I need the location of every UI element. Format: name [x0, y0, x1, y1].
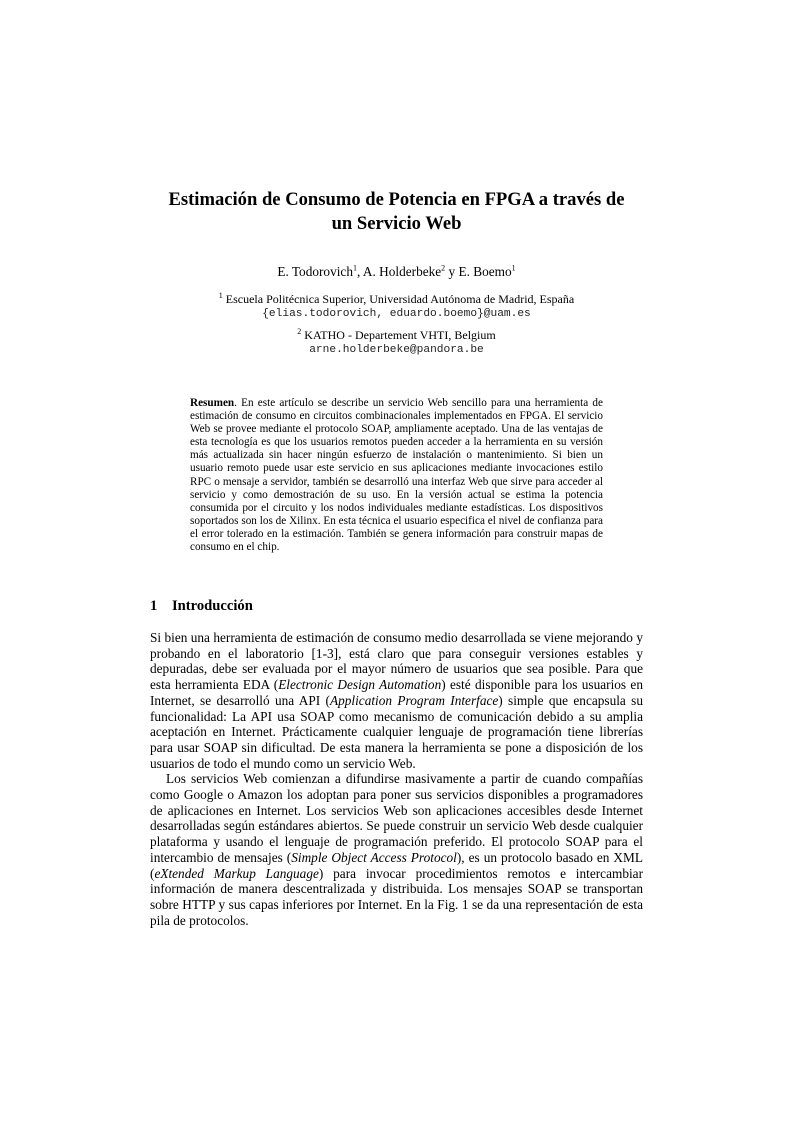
- paragraph-text: ) para invocar procedimientos remotos e intercambiar información de manera descentralizada y distribuida. Los mensajes SOAP se transportan sobre HTTP y sus capas inferiores por Internet. En la Fig. 1 se da una representación de esta pila de protocolos.: [150, 865, 643, 928]
- author-list: [150, 264, 643, 280]
- affiliation-2: [150, 328, 643, 358]
- paper-title: [150, 188, 643, 236]
- paragraph-text: Si bien una herramienta de estimación de consumo medio desarrollada se viene mejorando y probando en el laboratorio [1-3], está claro que para conseguir versiones estables y depuradas, debe ser evaluada por el mayor número de usuarios que sea posible. Para que esta herramienta EDA (: [150, 630, 643, 693]
- section-number: 1: [150, 598, 158, 614]
- paragraph-text: Los servicios Web comienzan a difundirse masivamente a partir de cuando compañías como Google o Amazon los adoptan para poner sus servicios disponibles a programadores de aplicaciones en Internet. Los servicios Web son aplicaciones accesibles desde Internet desarrolladas según estándares abiertos. Se puede construir un servicio Web desde cualquier plataforma y usando el lenguaje de programación preferido. El protocolo SOAP para el intercambio de mensajes (: [150, 771, 643, 865]
- title-line-1: Estimación de Consumo de Potencia en FPGA a través de: [168, 189, 625, 210]
- paragraph-text: ) simple que encapsula su funcionalidad: La API usa SOAP como mecanismo de comunicación debido a su amplia aceptación en Internet. Prácticamente cualquier lenguaje de programación tiene librerías para usar SOAP sin dificultad. De esta manera la herramienta se pone a disposición de los usuarios de todo el mundo como un servicio Web.: [150, 692, 643, 771]
- author-affiliation-mark: 1: [352, 263, 357, 273]
- affiliation-name: KATHO - Departement VHTI, Belgium: [301, 328, 496, 342]
- paragraph-italic-term: eXtended Markup Language: [154, 865, 319, 881]
- abstract-label: Resumen: [190, 397, 235, 409]
- author-affiliation-mark: 1: [511, 263, 516, 273]
- author-affiliation-mark: 2: [441, 263, 446, 273]
- affiliation-mark: 1: [218, 291, 223, 300]
- paragraph-italic-term: Application Program Interface: [330, 692, 499, 708]
- affiliation-email: arne.holderbeke@pandora.be: [309, 344, 484, 356]
- paragraph-italic-term: Electronic Design Automation: [278, 677, 442, 693]
- affiliation-mark: 2: [297, 327, 302, 336]
- paragraph-text: ) esté disponible para los usuarios en Internet, se desarrolló una API (: [150, 677, 643, 708]
- paragraph-1: [150, 630, 643, 771]
- paragraph-italic-term: Simple Object Access Protocol: [291, 849, 457, 865]
- paragraph-text: ), es un protocolo basado en XML (: [150, 849, 643, 881]
- abstract-text: . En este artículo se describe un servicio Web sencillo para una herramienta de estimación de consumo en circuitos combinacionales implementados en FPGA. El servicio Web se provee mediante el protocolo SOAP, ampliamente aceptado. Una de las ventajas de esta tecnología es que los usuarios remotos pueden acceder a la herramienta en su versión más actualizada sin hacer ningún esfuerzo de instalación o mantenimiento. Si bien un usuario remoto puede usar este servicio en sus aplicaciones mediante invocaciones estilo RPC o mensaje a servidor, también se desarrolló una interfaz Web que sirve para acceder al servicio y como demostración de su uso. En la versión actual se estima la potencia consumida por el circuito y los nodos individuales mediante estadísticas. Los dispositivos soportados son los de Xilinx. En esta técnica el usuario especifica el nivel de confianza para el error tolerado en la estimación. También se genera información para construir mapas de consumo en el chip.: [190, 397, 603, 554]
- section-heading: [150, 597, 643, 615]
- author-name: E. Todorovich: [277, 264, 353, 279]
- affiliation-1: [150, 292, 643, 322]
- author-separator: ,: [356, 264, 363, 279]
- author-separator: y: [445, 264, 459, 279]
- affiliation-email: {elias.todorovich, eduardo.boemo}@uam.es: [262, 308, 531, 320]
- author-name: E. Boemo: [458, 264, 512, 279]
- author-name: A. Holderbeke: [362, 264, 442, 279]
- section-title: Introducción: [172, 598, 253, 614]
- affiliation-name: Escuela Politécnica Superior, Universidad Autónoma de Madrid, España: [222, 292, 575, 306]
- abstract: [190, 397, 603, 554]
- paragraph-2: [150, 771, 643, 928]
- title-line-2: un Servicio Web: [331, 213, 462, 234]
- section-body: [150, 630, 643, 928]
